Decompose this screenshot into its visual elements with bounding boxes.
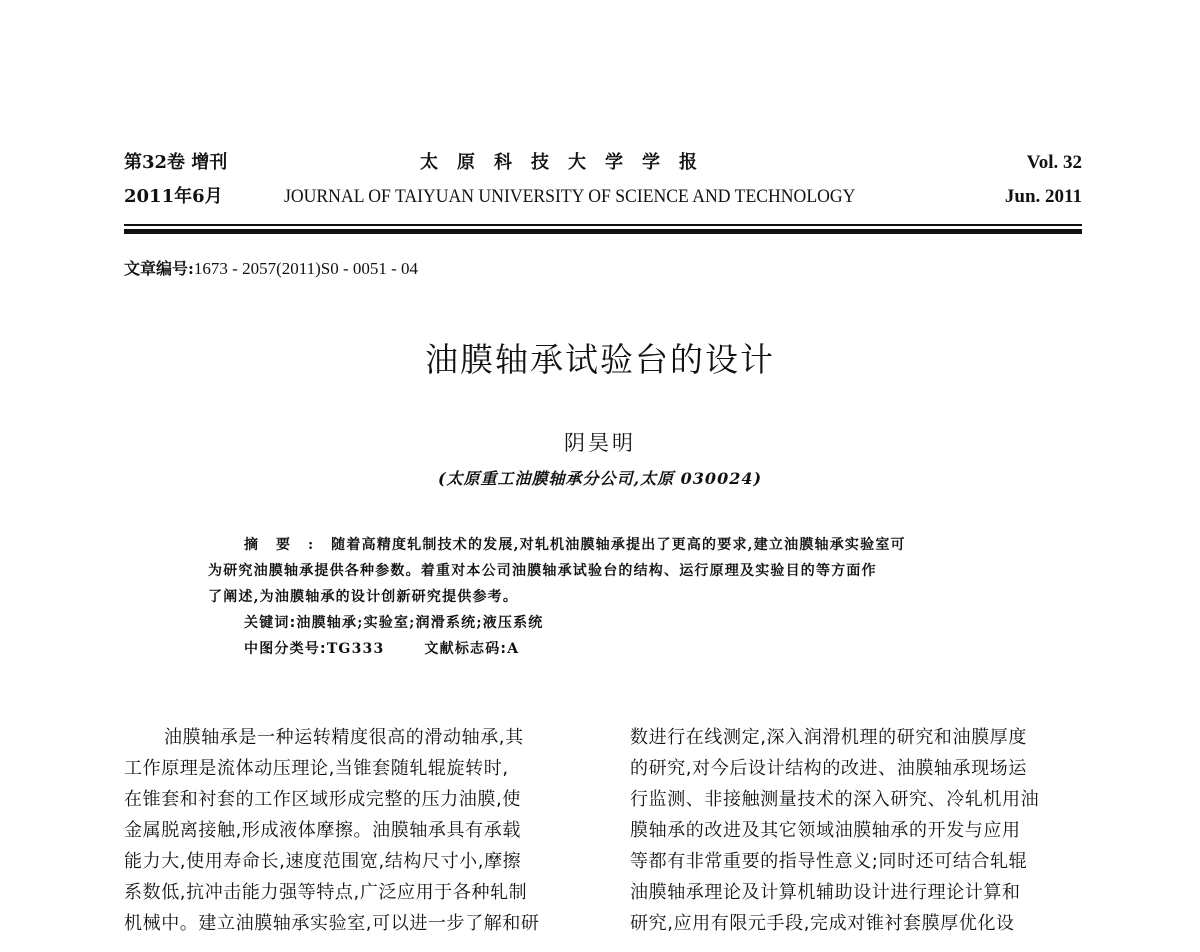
abstract-label: 摘要: bbox=[244, 537, 332, 553]
body-line: 数进行在线测定,深入润滑机理的研究和油膜厚度 bbox=[630, 727, 1027, 748]
paper-title: 油膜轴承试验台的设计 bbox=[425, 340, 775, 379]
article-number-value: 1673 - 2057(2011)S0 - 0051 - 04 bbox=[193, 259, 419, 278]
header-rule-thin bbox=[124, 224, 1082, 226]
body-line: 行监测、非接触测量技术的深入研究、冷轧机用油 bbox=[630, 789, 1040, 810]
volume-issue-cn: 第32卷 增刊 bbox=[124, 152, 228, 173]
doc-code-label: 文献标志码: bbox=[424, 641, 508, 657]
abstract-line-1: 摘要:随着高精度轧制技术的发展,对轧机油膜轴承提出了更高的要求,建立油膜轴承实验室可 bbox=[244, 537, 906, 553]
article-number-label: 文章编号: bbox=[124, 259, 194, 278]
doc-code-value: A bbox=[507, 641, 520, 657]
body-right-column bbox=[630, 722, 1086, 939]
journal-title-en: JOURNAL OF TAIYUAN UNIVERSITY OF SCIENCE AND TECHNOLOGY bbox=[284, 186, 856, 207]
body-line: 工作原理是流体动压理论,当锥套随轧辊旋转时, bbox=[124, 758, 509, 779]
body-line: 能力大,使用寿命长,速度范围宽,结构尺寸小,摩擦 bbox=[124, 851, 522, 872]
body-line: 油膜轴承理论及计算机辅助设计进行理论计算和 bbox=[630, 882, 1021, 903]
keywords-value: 油膜轴承;实验室;润滑系统;液压系统 bbox=[296, 615, 544, 631]
body-line: 膜轴承的改进及其它领域油膜轴承的开发与应用 bbox=[630, 820, 1021, 841]
abstract-line-3: 了阐述,为油膜轴承的设计创新研究提供参考。 bbox=[208, 589, 519, 605]
clc-label: 中图分类号: bbox=[244, 641, 327, 657]
affiliation: (太原重工油膜轴承分公司,太原 030024) bbox=[437, 469, 763, 488]
abstract-block bbox=[208, 532, 1008, 662]
author: 阴昊明 bbox=[564, 431, 636, 455]
volume-en: Vol. 32 bbox=[1026, 152, 1082, 173]
abstract-line-2: 为研究油膜轴承提供各种参数。着重对本公司油膜轴承试验台的结构、运行原理及实验目的等方面作 bbox=[208, 563, 877, 579]
date-en: Jun. 2011 bbox=[1004, 186, 1082, 207]
keywords-label: 关键词: bbox=[244, 615, 297, 631]
body-line: 在锥套和衬套的工作区域形成完整的压力油膜,使 bbox=[124, 789, 521, 810]
body-line: 油膜轴承是一种运转精度很高的滑动轴承,其 bbox=[164, 727, 524, 748]
clc-value: TG333 bbox=[326, 641, 385, 657]
body-line: 等都有非常重要的指导性意义;同时还可结合轧辊 bbox=[630, 851, 1028, 872]
article-number bbox=[124, 256, 418, 279]
body-line: 的研究,对今后设计结构的改进、油膜轴承现场运 bbox=[630, 758, 1027, 779]
classification bbox=[244, 636, 1008, 662]
body-line: 系数低,抗冲击能力强等特点,广泛应用于各种轧制 bbox=[124, 882, 528, 903]
body-line: 金属脱离接触,形成液体摩擦。油膜轴承具有承载 bbox=[124, 820, 521, 841]
body-left-column bbox=[124, 722, 580, 939]
keywords bbox=[244, 610, 1008, 636]
body-line: 机械中。建立油膜轴承实验室,可以进一步了解和研 bbox=[124, 913, 540, 934]
date-cn: 2011年6月 bbox=[124, 186, 223, 207]
header-rule-thick bbox=[124, 229, 1082, 234]
body-line: 研究,应用有限元手段,完成对锥衬套膜厚优化设 bbox=[630, 913, 1015, 934]
journal-title-cn: 太原科技大学学报 bbox=[420, 152, 716, 173]
